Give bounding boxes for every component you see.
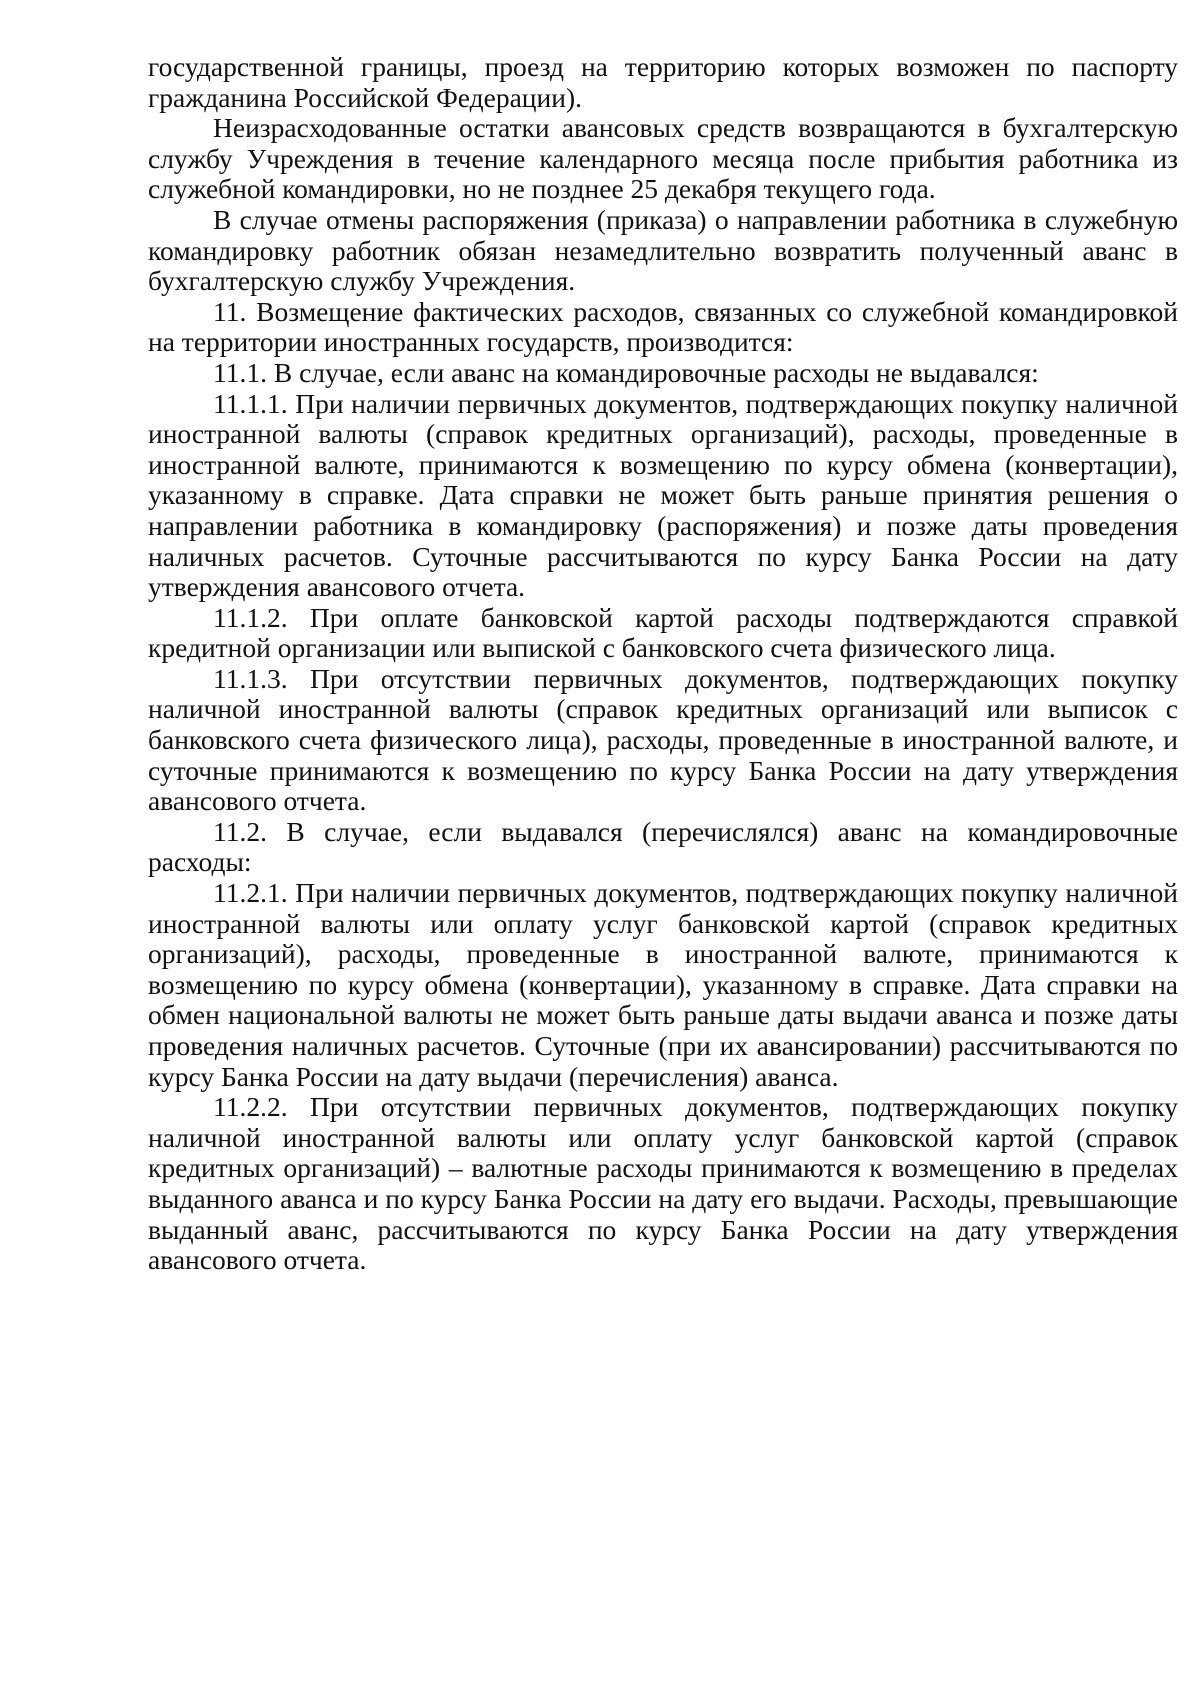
- paragraph-section-11-1-1: 11.1.1. При наличии первичных документов, подтверждающих покупку наличной иностранной валюты (справок кредитных организаций), расходы, проведенные в иностранной валюте, принимаются к возмещению по курсу обмена (конвертации), указанному в справке. Дата справки не может быть раньше принятия решения о направлении работника в командировку (распоряжения) и позже даты проведения наличных расчетов. Суточные рассчитываются по курсу Банка России на дату утверждения авансового отчета.: [148, 387, 1178, 603]
- paragraph-section-11-2-2: 11.2.2. При отсутствии первичных документов, подтверждающих покупку наличной иностранной валюты или оплату услуг банковской картой (справок кредитных организаций) – валютные расходы принимаются к возмещению в пределах выданного аванса и по курсу Банка России на дату его выдачи. Расходы, превышающие выданный аванс, рассчитываются по курсу Банка России на дату утверждения авансового отчета.: [148, 1091, 1178, 1276]
- paragraph-section-11-2-1: 11.2.1. При наличии первичных документов, подтверждающих покупку наличной иностранной валюты или оплату услуг банковской картой (справок кредитных организаций), расходы, проведенные в иностранной валюте, принимаются к возмещению по курсу обмена (конвертации), указанному в справке. Дата справки на обмен национальной валюты не может быть раньше даты выдачи аванса и позже даты проведения наличных расчетов. Суточные (при их авансировании) рассчитываются по курсу Банка России на дату выдачи (перечисления) аванса.: [148, 877, 1178, 1092]
- paragraph-section-11-1-3: 11.1.3. При отсутствии первичных документов, подтверждающих покупку наличной иностранной валюты (справок кредитных организаций или выписок с банковского счета физического лица), расходы, проведенные в иностранной валюте, и суточные принимаются к возмещению по курсу Банка России на дату утверждения авансового отчета.: [148, 662, 1178, 817]
- paragraph-unspent-advance: Неизрасходованные остатки авансовых средств возвращаются в бухгалтерскую службу Учреждения в течение календарного месяца после прибытия работника из служебной командировки, но не позднее 25 декабря текущего года.: [148, 112, 1178, 205]
- paragraph-border-crossing: государственной границы, проезд на территорию которых возможен по паспорту гражданина Российской Федерации).: [148, 51, 1178, 113]
- paragraph-section-11-2: 11.2. В случае, если выдавался (перечислялся) аванс на командировочные расходы:: [148, 815, 1178, 878]
- paragraph-section-11: 11. Возмещение фактических расходов, связанных со служебной командировкой на территории иностранных государств, производится:: [148, 295, 1178, 358]
- paragraph-section-11-1: 11.1. В случае, если аванс на командировочные расходы не выдавался:: [213, 356, 1039, 388]
- paragraph-section-11-1-2: 11.1.2. При оплате банковской картой расходы подтверждаются справкой кредитной организации или выпиской с банковского счета физического лица.: [148, 601, 1178, 664]
- document-body: [148, 52, 1178, 1276]
- paragraph-order-cancellation: В случае отмены распоряжения (приказа) о направлении работника в служебную командировку работник обязан незамедлительно возвратить полученный аванс в бухгалтерскую службу Учреждения.: [148, 203, 1178, 297]
